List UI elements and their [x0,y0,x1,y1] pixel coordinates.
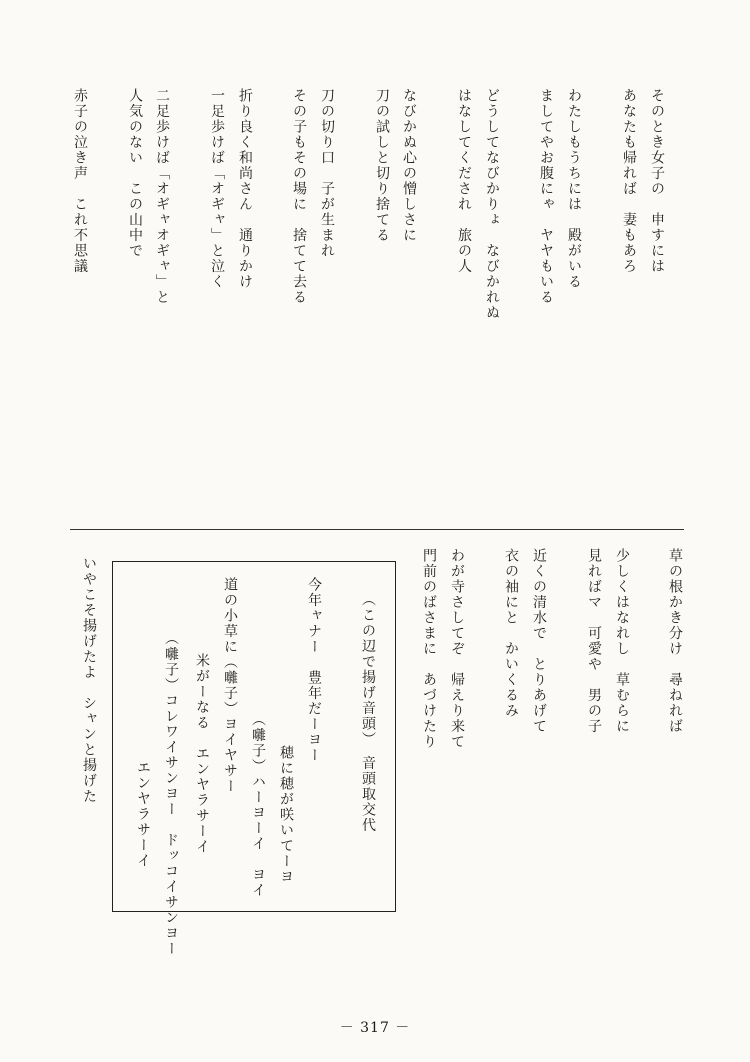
lyric-line: 刀の試しと切り捨てる [374,88,390,243]
lyric-line: 衣の袖にと かいくるみ [503,548,519,719]
lyric-line: 人気のない この山中で [127,88,143,259]
lyric-line: そのとき女子の 申すには [649,88,665,274]
lyric-line: ましてやお腹にゃ ヤヤもいる [538,88,554,305]
page-number: － 317 － [339,1020,411,1036]
lyric-line: 門前のばさまに あづけたり [421,548,437,750]
refrain-line: 穂に穂が咲いてーヨ [278,745,294,885]
lyric-line: あなたも帰れば 妻もあろ [621,88,637,274]
lyric-line: 赤子の泣き声 これ不思議 [72,88,88,274]
section-divider [70,529,684,530]
refrain-line: 米がーなる エンヤラサーイ [194,653,210,855]
lyric-line: 草の根かき分け 尋ねれば [667,548,683,734]
lyric-line: わたしもうちには 殿がいる [566,88,582,290]
lyric-line: 一足歩けば「オギャ」と泣く [209,88,225,290]
lyric-line: はなしてくだされ 旅の人 [456,88,472,274]
lyric-line: 少しくはなれし 草むらに [614,548,630,734]
refrain-line: （この辺で揚げ音頭） 音頭取交代 [360,592,376,833]
refrain-line: 道の小草に（囃子）ヨイヤサー [222,577,238,794]
lyric-line: 見ればマ 可愛や 男の子 [586,548,602,734]
lyric-line: 二足歩けば「オギャオギャ」と [154,88,170,305]
lyric-line: わが寺さしてぞ 帰えり来て [449,548,465,750]
refrain-line: （囃子）コレワイサンヨー ドッコイサンヨー [163,631,179,957]
lyric-line: どうしてなびかりょ なびかれぬ [484,88,500,321]
lyric-line: 折り良く和尚さん 通りかけ [237,88,253,290]
lyric-line: その子もその場に 捨てて去る [291,88,307,305]
lyric-line: 刀の切り口 子が生まれ [319,88,335,259]
closing-line: いやこそ揚げたよ シャンと揚げた [81,556,97,804]
lyric-line: 近くの清水で とりあげて [531,548,547,734]
refrain-line: （囃子）ハーヨーイ ヨイ [250,712,266,898]
refrain-line: 今年ャナー 豊年だーヨー [306,577,322,763]
lyric-line: なびかぬ心の憎しさに [401,88,417,243]
refrain-line: エンヤラサーイ [135,760,151,869]
